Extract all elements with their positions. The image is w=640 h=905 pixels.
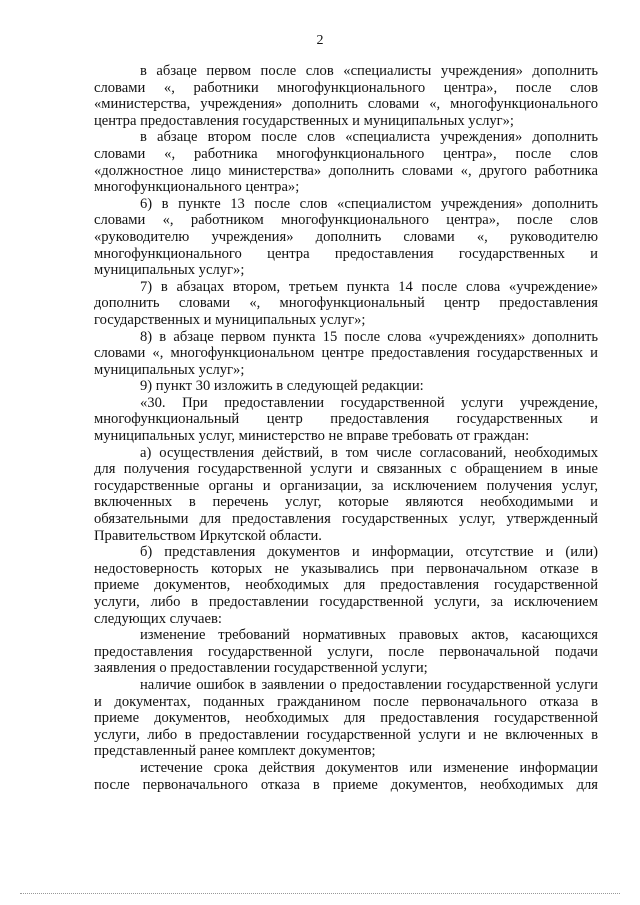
text-line: государственные органы и организации, за исключением получения услуг, <box>94 477 598 494</box>
text-line: «должностное лицо министерства» дополнить словами «, другого работника <box>94 162 598 179</box>
text-line: «руководителю учреждения» дополнить словами «, руководителю <box>94 228 598 245</box>
text-line: для получения государственной услуги и связанных с обращением в иные <box>94 461 598 478</box>
scan-edge-divider <box>20 893 620 894</box>
text-line: словами «, работником многофункционального центра», после слов <box>94 212 598 229</box>
text-line: б) представления документов и информации, отсутствие и (или) <box>140 544 598 561</box>
text-line: в абзаце первом после слов «специалисты учреждения» дополнить <box>140 63 598 79</box>
text-line: «министерства, учреждения» дополнить словами «, многофункционального <box>94 96 598 113</box>
text-line: заявления о предоставлении государственной услуги; <box>94 660 428 677</box>
text-line: услуги, либо в предоставлении государственной услуги и не включенных в <box>94 726 598 743</box>
text-line: наличие ошибок в заявлении о предоставлении государственной услуги <box>140 676 598 693</box>
text-line: включенных в перечень услуг, которые являются необходимыми и <box>94 494 598 511</box>
text-line: дополнить словами «, многофункциональный центр предоставления <box>94 295 598 312</box>
text-line: представленный ранее комплект документов; <box>94 743 376 760</box>
text-line: после первоначального отказа в приеме документов, необходимых для <box>94 776 598 793</box>
text-line: словами «, многофункциональном центре предоставления государственных и <box>94 345 598 362</box>
text-line: «30. При предоставлении государственной услуги учреждение, <box>140 394 598 411</box>
text-line: многофункциональный центр предоставления государственных и <box>94 411 598 428</box>
text-line: обязательными для предоставления государственных услуг, утвержденный <box>94 511 598 528</box>
text-line: 8) в абзаце первом пункта 15 после слова «учреждениях» дополнить <box>140 328 598 345</box>
text-line: центра предоставления государственных и муниципальных услуг»; <box>94 112 514 129</box>
text-line: изменение требований нормативных правовых актов, касающихся <box>140 627 598 644</box>
text-line: многофункционального центра»; <box>94 179 300 196</box>
text-line: муниципальных услуг»; <box>94 262 245 279</box>
text-line: 7) в абзацах втором, третьем пункта 14 после слова «учреждение» <box>140 278 598 295</box>
text-line: многофункционального центра предоставления государственных и <box>94 245 598 262</box>
text-line: государственных и муниципальных услуг»; <box>94 311 366 328</box>
text-line: муниципальных услуг»; <box>94 361 245 378</box>
text-line: приеме документов, необходимых для предоставления государственной <box>94 710 598 727</box>
page-number: 2 <box>316 33 324 48</box>
text-line: предоставления государственной услуги, после первоначальной подачи <box>94 643 598 660</box>
text-line: истечение срока действия документов или изменение информации <box>140 759 598 776</box>
text-line: 9) пункт 30 изложить в следующей редакции: <box>140 378 424 395</box>
text-line: в абзаце втором после слов «специалиста учреждения» дополнить <box>140 129 598 146</box>
text-line: а) осуществления действий, в том числе согласований, необходимых <box>140 444 598 461</box>
text-line: Правительством Иркутской области. <box>94 527 322 544</box>
text-line: словами «, работника многофункционального центра», после слов <box>94 145 598 162</box>
document-body <box>94 63 598 793</box>
text-line: и документах, поданных гражданином после первоначального отказа в <box>94 693 598 710</box>
text-line: следующих случаев: <box>94 610 222 627</box>
text-line: 6) в пункте 13 после слов «специалистом учреждения» дополнить <box>140 195 598 212</box>
text-line: муниципальных услуг, министерство не вправе требовать от граждан: <box>94 428 530 445</box>
text-line: недостоверность которых не указывались при первоначальном отказе в <box>94 560 598 577</box>
text-line: приеме документов, необходимых для предоставления государственной <box>94 577 598 594</box>
text-line: услуги, либо в предоставлении государственной услуги, за исключением <box>94 594 598 610</box>
text-line: словами «, работники многофункционального центра», после слов <box>94 79 598 96</box>
